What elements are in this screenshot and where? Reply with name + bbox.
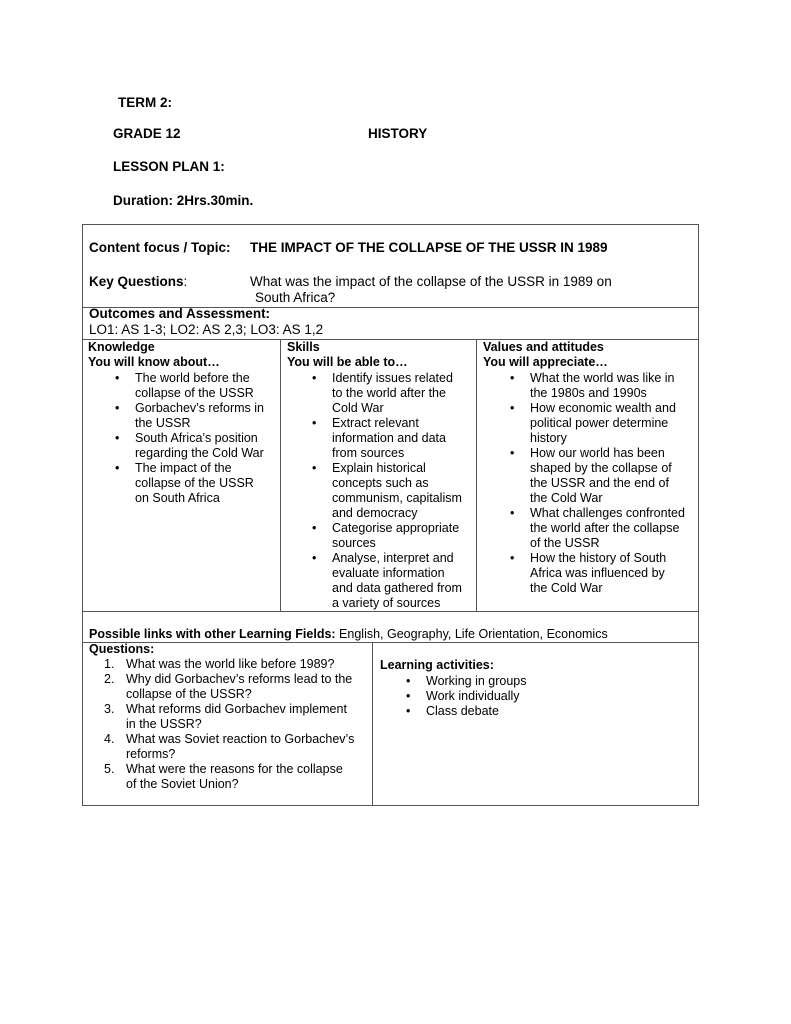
knowledge-list <box>109 371 264 506</box>
question-text: Why did Gorbachev’s reforms lead to the collapse of the USSR? <box>126 672 353 701</box>
duration-label: Duration: 2Hrs.30min. <box>113 193 254 208</box>
list-item: • Gorbachev’s reforms in the USSR <box>109 401 264 431</box>
list-item: • How economic wealth and political power determine history <box>504 401 685 446</box>
key-questions-colon: : <box>183 274 188 289</box>
list-item: • How our world has been shaped by the collapse of the USSR and the end of the Cold War <box>504 446 685 506</box>
learning-activities-list <box>400 674 527 719</box>
possible-links-label: Possible links with other Learning Fields: <box>89 627 336 641</box>
list-item <box>100 657 354 672</box>
lesson-plan-label: LESSON PLAN 1: <box>113 159 225 174</box>
grade-label: GRADE 12 <box>113 126 181 141</box>
question-text: What was the world like before 1989? <box>126 657 335 671</box>
values-list <box>504 371 685 596</box>
question-number: 1. <box>104 657 115 671</box>
question-text: What reforms did Gorbachev implement in the USSR? <box>126 702 347 731</box>
list-item: • Analyse, interpret and evaluate information and data gathered from a variety of sources <box>306 551 462 611</box>
learning-activities-heading: Learning activities: <box>380 658 494 672</box>
list-item <box>100 732 354 762</box>
question-number: 2. <box>104 672 115 686</box>
knowledge-subtitle: You will know about… <box>88 355 220 369</box>
list-item: • South Africa’s position regarding the Cold War <box>109 431 264 461</box>
question-number: 4. <box>104 732 115 746</box>
list-item <box>100 762 354 792</box>
list-item: • The world before the collapse of the USSR <box>109 371 264 401</box>
skills-title: Skills <box>287 340 320 354</box>
outcomes-codes: LO1: AS 1-3; LO2: AS 2,3; LO3: AS 1,2 <box>89 322 324 337</box>
list-item <box>100 672 354 702</box>
list-item: • Categorise appropriate sources <box>306 521 462 551</box>
values-title: Values and attitudes <box>483 340 604 354</box>
divider-columns-bottom <box>82 611 699 612</box>
content-focus-value: THE IMPACT OF THE COLLAPSE OF THE USSR IN 1989 <box>250 240 608 255</box>
skills-subtitle: You will be able to… <box>287 355 408 369</box>
list-item: • How the history of South Africa was influenced by the Cold War <box>504 551 685 596</box>
values-subtitle: You will appreciate… <box>483 355 608 369</box>
list-item: • Work individually <box>400 689 527 704</box>
list-item <box>100 702 354 732</box>
content-focus-label: Content focus / Topic: <box>89 240 231 255</box>
list-item: • The impact of the collapse of the USSR on South Africa <box>109 461 264 506</box>
question-number: 5. <box>104 762 115 776</box>
key-questions-label-text: Key Questions <box>89 274 184 289</box>
list-item: • Identify issues related to the world after the Cold War <box>306 371 462 416</box>
key-questions-label <box>89 274 187 289</box>
question-text: What were the reasons for the collapse of the Soviet Union? <box>126 762 343 791</box>
term-label: TERM 2: <box>118 95 172 110</box>
question-number: 3. <box>104 702 115 716</box>
column-divider-2 <box>476 339 477 611</box>
list-item: • Explain historical concepts such as communism, capitalism and democracy <box>306 461 462 521</box>
column-divider-1 <box>280 339 281 611</box>
list-item: • Extract relevant information and data from sources <box>306 416 462 461</box>
questions-list <box>100 657 354 792</box>
list-item: • What challenges confronted the world after the collapse of the USSR <box>504 506 685 551</box>
possible-links <box>89 627 608 642</box>
list-item: • Class debate <box>400 704 527 719</box>
key-question-line-2: South Africa? <box>255 290 336 305</box>
outcomes-heading: Outcomes and Assessment: <box>89 306 271 321</box>
divider-links <box>82 642 699 643</box>
possible-links-value: English, Geography, Life Orientation, Economics <box>335 627 608 641</box>
list-item: • What the world was like in the 1980s and 1990s <box>504 371 685 401</box>
list-item: • Working in groups <box>400 674 527 689</box>
key-question-line-1: What was the impact of the collapse of the USSR in 1989 on <box>250 274 612 289</box>
questions-heading: Questions: <box>89 642 155 656</box>
question-text: What was Soviet reaction to Gorbachev’s reforms? <box>126 732 355 761</box>
subject-label: HISTORY <box>368 126 428 141</box>
knowledge-title: Knowledge <box>88 340 155 354</box>
divider-columns-top <box>82 339 699 340</box>
column-divider-bottom <box>372 642 373 806</box>
skills-list <box>306 371 462 611</box>
